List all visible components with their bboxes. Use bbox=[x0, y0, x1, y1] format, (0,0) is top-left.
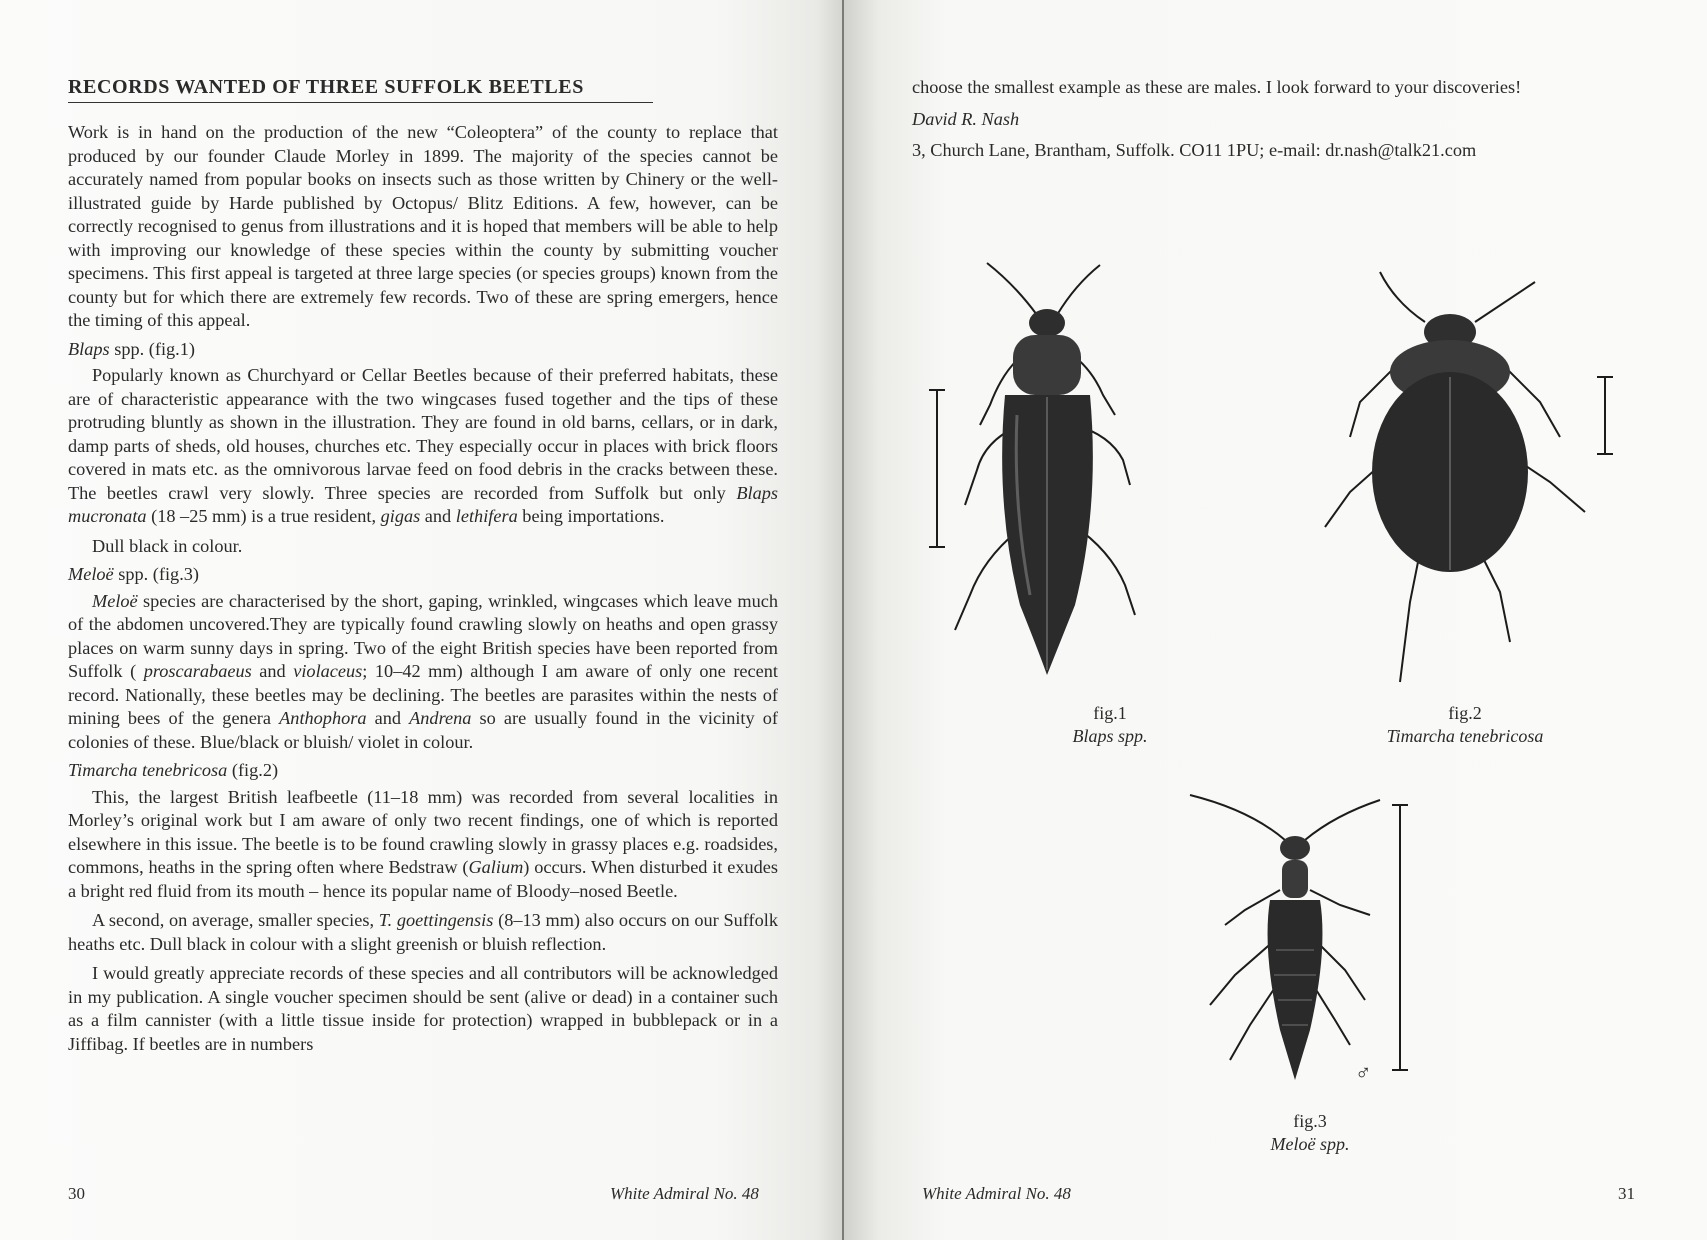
timarcha-heading: Timarcha tenebricosa (fig.2) bbox=[68, 760, 279, 780]
male-symbol: ♂ bbox=[1355, 1060, 1372, 1085]
fig2-species: Timarcha tenebricosa bbox=[1386, 726, 1544, 746]
blaps-heading: Blaps spp. (fig.1) bbox=[68, 338, 195, 359]
author-address: 3, Church Lane, Brantham, Suffolk. CO11 1PU; e-mail: dr.nash@talk21.com bbox=[912, 140, 1477, 160]
meloe-beetle-illustration bbox=[1170, 790, 1420, 1090]
fig1-species: Blaps spp. bbox=[1072, 726, 1148, 746]
meloe-heading: Meloë spp. (fig.3) bbox=[68, 564, 199, 584]
page-number-right: 31 bbox=[1618, 1184, 1635, 1203]
fig1-caption bbox=[1040, 702, 1180, 748]
closing-paragraph: I would greatly appreciate records of these species and all contributors will be acknowledged in my publication. A single voucher specimen should be sent (alive or dead) in a container such as a film cannister (with a little tissue inside for protection) wrapped in bubblepack or in a Jiffibag. If beetles are in numbers bbox=[68, 963, 778, 1054]
right-text-block bbox=[912, 76, 1632, 163]
fig1-label: fig.1 bbox=[1093, 703, 1127, 723]
author-name: David R. Nash bbox=[912, 108, 1020, 129]
continuation-line: choose the smallest example as these are males. I look forward to your discoveries! bbox=[912, 77, 1522, 97]
blaps-beetle-illustration bbox=[925, 255, 1175, 695]
left-page bbox=[0, 0, 842, 1240]
blaps-paragraph: Popularly known as Churchyard or Cellar Beetles because of their preferred habitats, these are of characteristic appearance with the two wingcases fused together and the tips of these protruding bluntly as shown in the illustration. They are found in old barns, cellars, or in dark, damp parts of sheds, old houses, churches etc. They especially occur in places with brick floors covered in mats etc. as the omnivorous larvae feed on food debris in the cracks between these. The beetles crawl very slowly. Three species are recorded from Suffolk but only Blaps mucronata (18 –25 mm) is a true resident, gigas and lethifera being importations. bbox=[68, 365, 778, 526]
journal-footer-left: White Admiral No. 48 bbox=[610, 1184, 759, 1203]
article-column bbox=[68, 76, 778, 1056]
fig2-caption bbox=[1365, 702, 1565, 748]
fig3-caption bbox=[1240, 1110, 1380, 1156]
timarcha-second-species: A second, on average, smaller species, T. goettingensis (8–13 mm) also occurs on our Suffolk heaths etc. Dull black in colour with a slight greenish or bluish reflection. bbox=[68, 910, 779, 954]
page-number-left: 30 bbox=[68, 1184, 85, 1203]
journal-footer-right: White Admiral No. 48 bbox=[922, 1184, 1071, 1203]
timarcha-paragraph: This, the largest British leafbeetle (11–18 mm) was recorded from several localities in Morley’s original work but I am aware of only two recent findings, one of which is reported elsewhere in this issue. The beetle is to be found crawling slowly in grassy places e.g. roadsides, commons, heaths in the spring often where Bedstraw (Galium) occurs. When disturbed it exudes a bright red fluid from its mouth – hence its popular name of Bloody–nosed Beetle. bbox=[68, 786, 778, 901]
article-title: RECORDS WANTED OF THREE SUFFOLK BEETLES bbox=[68, 76, 653, 103]
fig3-label: fig.3 bbox=[1293, 1111, 1327, 1131]
intro-paragraph: Work is in hand on the production of the new “Coleoptera” of the county to replace that produced by our founder Claude Morley in 1899. The majority of the species cannot be accurately named from popular books on insects such as those written by Chinery or the well-illustrated guide by Harde published by Octopus/ Blitz Editions. A few, however, can be correctly recognised to genus from illustrations and it is hoped that members will be able to help with improving our knowledge of these species within the county by submitting voucher specimens. This first appeal is targeted at three large species (or species groups) known from the county but for which there are extremely few records. Two of these are spring emergers, hence the timing of this appeal. bbox=[68, 122, 778, 330]
fig2-label: fig.2 bbox=[1448, 703, 1482, 723]
fig3-species: Meloë spp. bbox=[1270, 1134, 1350, 1154]
timarcha-beetle-illustration bbox=[1300, 262, 1620, 692]
meloe-paragraph: Meloë species are characterised by the short, gaping, wrinkled, wingcases which leave much of the abdomen uncovered.They are typically found crawling slowly on heaths and open grassy places on warm sunny days in spring. Two of the eight British species have been reported from Suffolk ( proscarabaeus and violaceus; 10–42 mm) although I am aware of only one recent record. Nationally, these beetles may be declining. The beetles are parasites within the nests of mining bees of the genera Anthophora and Andrena so are usually found in the vicinity of colonies of these. Blue/black or bluish/ violet in colour. bbox=[68, 590, 778, 752]
blaps-colour: Dull black in colour. bbox=[92, 535, 243, 556]
